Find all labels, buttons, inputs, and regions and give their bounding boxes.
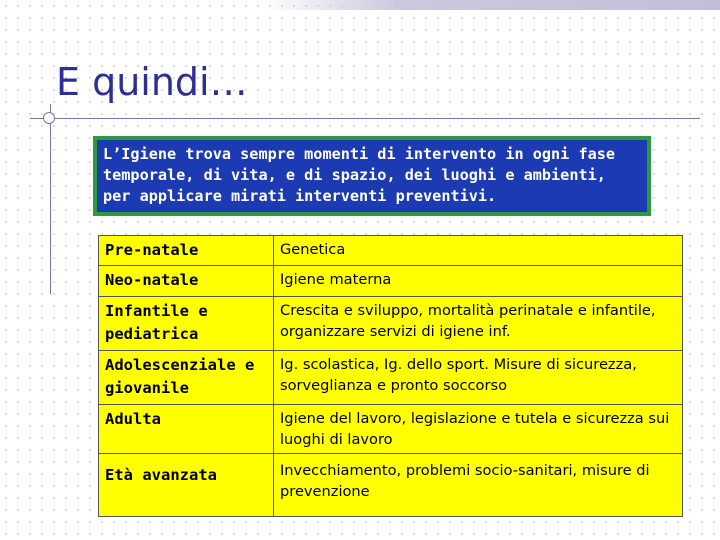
table-row (99, 405, 683, 454)
description-cell: Igiene del lavoro, legislazione e tutela e sicurezza sui luoghi di lavoro (274, 405, 683, 454)
phase-cell: Neo-natale (99, 266, 274, 297)
phase-cell: Infantile e pediatrica (99, 297, 274, 351)
phase-cell: Età avanzata (99, 454, 274, 517)
description-cell: Genetica (274, 236, 683, 266)
table-row (99, 351, 683, 405)
phase-cell: Pre-natale (99, 236, 274, 266)
phase-cell: Adolescenziale e giovanile (99, 351, 274, 405)
table-row (99, 454, 683, 517)
table-row (99, 266, 683, 297)
table-row (99, 236, 683, 266)
title-underline (30, 118, 700, 119)
description-cell: Crescita e sviluppo, mortalità perinatale e infantile, organizzare servizi di igiene inf. (274, 297, 683, 351)
description-cell: Igiene materna (274, 266, 683, 297)
table-row (99, 297, 683, 351)
circle-marker-icon (43, 112, 55, 124)
description-cell: Ig. scolastica, Ig. dello sport. Misure di sicurezza, sorveglianza e pronto soccorso (274, 351, 683, 405)
intro-box: L’Igiene trova sempre momenti di intervento in ogni fase temporale, di vita, e di spazio, dei luoghi e ambienti, per applicare mirati interventi preventivi. (93, 136, 651, 216)
description-cell: Invecchiamento, problemi socio-sanitari, misure di prevenzione (274, 454, 683, 517)
slide-title: E quindi… (56, 60, 248, 104)
vertical-rule (50, 104, 51, 294)
phase-cell: Adulta (99, 405, 274, 454)
top-decor-band (262, 0, 720, 10)
phases-table (98, 235, 683, 517)
